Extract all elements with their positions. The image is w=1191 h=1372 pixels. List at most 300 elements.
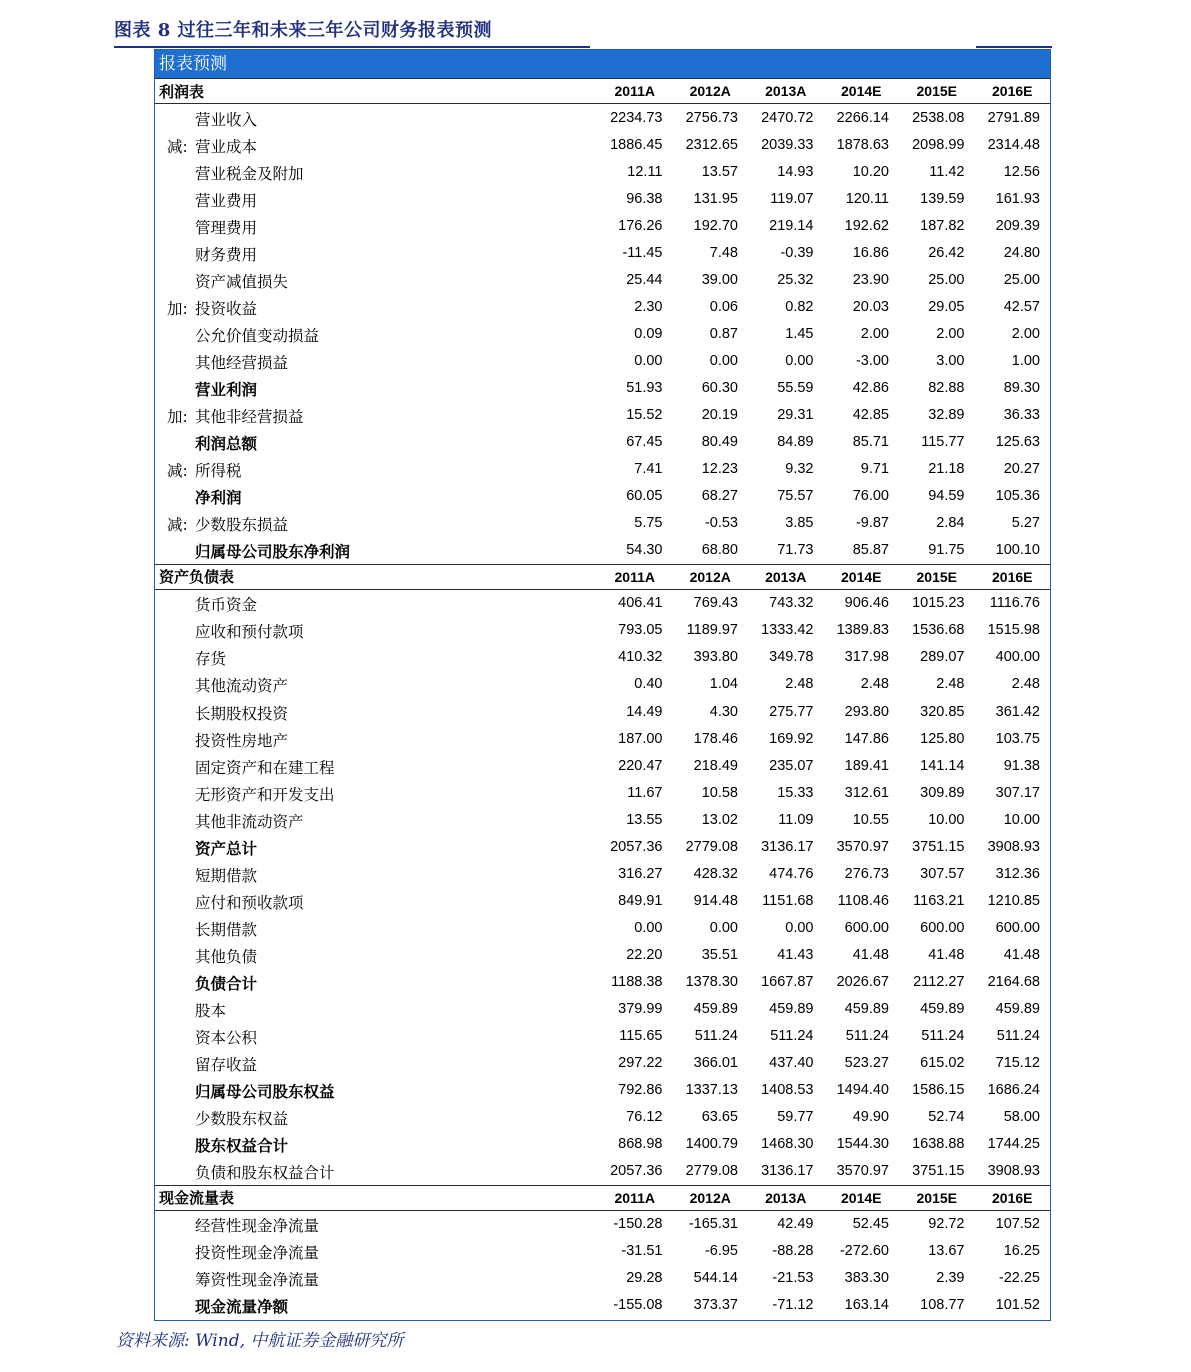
table-row [155,1158,1050,1185]
value-cell: 511.24 [694,1028,738,1045]
row-label: 负债合计 [195,974,258,993]
value-cell: -165.31 [688,1216,738,1233]
table-row [155,968,1050,995]
value-cell: 5.27 [1011,515,1040,532]
row-label: 少数股东损益 [195,516,289,535]
value-cell: 2057.36 [610,838,663,855]
value-cell: 1638.88 [912,1136,965,1153]
value-cell: 1494.40 [836,1082,889,1099]
value-cell: 600.00 [995,919,1040,936]
value-cell: 2.48 [1011,676,1040,693]
section-header [155,1185,1050,1211]
value-cell: 511.24 [770,1028,814,1045]
year-header: 2013A [765,568,807,585]
value-cell: 125.80 [920,730,965,747]
value-cell: 600.00 [844,919,889,936]
value-cell: 169.92 [769,730,814,747]
value-cell: -71.12 [772,1297,814,1314]
section-title: 现金流量表 [159,1189,235,1208]
value-cell: 92.72 [928,1216,965,1233]
value-cell: 178.46 [693,730,738,747]
row-prefix: 减: [167,516,188,535]
value-cell: 0.00 [785,352,814,369]
value-cell: 7.41 [634,461,663,478]
value-cell: 1015.23 [912,595,965,612]
value-cell: 49.90 [852,1109,889,1126]
value-cell: 189.41 [844,757,889,774]
table-row [155,1104,1050,1131]
row-label: 其他非经营损益 [195,408,304,427]
value-cell: 906.46 [844,595,889,612]
value-cell: 0.09 [634,325,663,342]
value-cell: 3751.15 [912,838,965,855]
value-cell: 15.52 [626,407,663,424]
value-cell: 316.27 [618,865,663,882]
value-cell: 1.45 [785,325,814,342]
value-cell: 71.73 [777,542,814,559]
value-cell: 1586.15 [912,1082,965,1099]
value-cell: 68.27 [701,488,738,505]
value-cell: 3.00 [936,352,965,369]
row-label: 负债和股东权益合计 [195,1164,335,1183]
value-cell: 89.30 [1003,379,1040,396]
value-cell: 0.00 [634,919,663,936]
row-label: 存货 [195,650,227,669]
value-cell: 10.58 [701,784,738,801]
row-label: 营业收入 [195,110,258,129]
value-cell: 1378.30 [685,973,738,990]
row-prefix: 加: [167,408,188,427]
value-cell: 41.48 [1003,946,1040,963]
table-row [155,725,1050,752]
value-cell: 0.40 [634,676,663,693]
value-cell: 366.01 [693,1055,738,1072]
table-row [155,860,1050,887]
value-cell: 0.00 [709,919,738,936]
value-cell: 67.45 [626,434,663,451]
row-prefix: 减: [167,137,188,156]
value-cell: 437.40 [769,1055,814,1072]
value-cell: 32.89 [928,407,965,424]
value-cell: 3570.97 [836,838,889,855]
table-row [155,239,1050,266]
value-cell: 1.00 [1011,352,1040,369]
value-cell: 16.86 [852,244,889,261]
value-cell: 115.77 [921,434,965,451]
value-cell: 54.30 [626,542,663,559]
table-row [155,779,1050,806]
value-cell: 12.11 [627,163,663,180]
value-cell: 3908.93 [987,1163,1040,1180]
value-cell: 2.39 [936,1270,965,1287]
value-cell: 379.99 [618,1001,663,1018]
value-cell: 312.36 [995,865,1040,882]
value-cell: 2.84 [936,515,965,532]
value-cell: 3908.93 [987,838,1040,855]
value-cell: 373.37 [693,1297,738,1314]
row-label: 资产减值损失 [195,272,289,291]
value-cell: 96.38 [626,190,663,207]
panel-title: 报表预测 [155,50,1050,78]
value-cell: 91.75 [928,542,965,559]
table-row [155,1050,1050,1077]
value-cell: 769.43 [693,595,738,612]
value-cell: 29.28 [626,1270,663,1287]
value-cell: 715.12 [995,1055,1040,1072]
value-cell: 42.57 [1003,298,1040,315]
value-cell: 2112.27 [913,973,965,990]
row-label: 投资收益 [195,299,258,318]
value-cell: 0.00 [785,919,814,936]
value-cell: 0.82 [785,298,814,315]
value-cell: 84.89 [777,434,814,451]
value-cell: 2791.89 [987,109,1040,126]
value-cell: 107.52 [995,1216,1040,1233]
year-header: 2011A [614,83,655,99]
value-cell: 349.78 [769,649,814,666]
table-row [155,158,1050,185]
value-cell: 119.07 [770,190,814,207]
row-label: 营业税金及附加 [195,164,304,183]
value-cell: 459.89 [693,1001,738,1018]
value-cell: 25.44 [626,271,663,288]
value-cell: 21.18 [928,461,965,478]
value-cell: 10.00 [928,811,965,828]
table-row [155,131,1050,158]
table-body [155,78,1050,1319]
value-cell: 220.47 [618,757,663,774]
table-row [155,1265,1050,1292]
value-cell: -3.00 [855,352,889,369]
value-cell: 42.86 [852,379,889,396]
table-row [155,1077,1050,1104]
value-cell: 120.11 [845,190,889,207]
value-cell: 103.75 [995,730,1040,747]
value-cell: 42.85 [852,407,889,424]
value-cell: 36.33 [1003,407,1040,424]
row-label: 营业费用 [195,191,258,210]
value-cell: 176.26 [618,217,663,234]
table-row [155,374,1050,401]
value-cell: 219.14 [769,217,814,234]
value-cell: 82.88 [928,379,965,396]
table-row [155,1131,1050,1158]
value-cell: 76.12 [626,1109,663,1126]
table-row [155,347,1050,374]
row-label: 资本公积 [195,1029,258,1048]
value-cell: 2164.68 [987,973,1040,990]
value-cell: 1163.21 [913,892,965,909]
value-cell: 7.48 [709,244,738,261]
value-cell: 192.70 [693,217,738,234]
value-cell: 41.48 [852,946,889,963]
row-label: 长期借款 [195,920,258,939]
value-cell: 2039.33 [761,136,814,153]
row-label: 所得税 [195,462,242,481]
value-cell: 100.10 [995,542,1040,559]
value-cell: 4.30 [709,703,738,720]
value-cell: 914.48 [693,892,738,909]
row-label: 无形资产和开发支出 [195,785,335,804]
year-header: 2013A [765,1189,807,1206]
value-cell: -9.87 [855,515,889,532]
value-cell: 615.02 [920,1055,965,1072]
value-cell: 523.27 [844,1055,889,1072]
row-label: 短期借款 [195,866,258,885]
value-cell: 24.80 [1003,244,1040,261]
value-cell: 474.76 [769,865,814,882]
value-cell: 2026.67 [836,973,889,990]
value-cell: 161.93 [995,190,1040,207]
value-cell: 12.23 [701,461,738,478]
year-header: 2012A [689,83,731,99]
table-row [155,671,1050,698]
table-row [155,833,1050,860]
value-cell: 29.31 [777,407,814,424]
value-cell: 3570.97 [836,1163,889,1180]
table-row [155,1023,1050,1050]
row-label: 营业利润 [195,380,258,399]
row-label: 长期股权投资 [195,704,289,723]
value-cell: 0.00 [709,352,738,369]
value-cell: -88.28 [772,1243,814,1260]
value-cell: -155.08 [613,1297,663,1314]
value-cell: 3.85 [785,515,814,532]
row-label: 其他负债 [195,947,258,966]
row-label: 筹资性现金净流量 [195,1271,320,1290]
value-cell: 1744.25 [987,1136,1040,1153]
value-cell: 1108.46 [837,892,889,909]
value-cell: -21.53 [772,1270,814,1287]
table-row [155,698,1050,725]
value-cell: 94.59 [928,488,965,505]
value-cell: 459.89 [995,1001,1040,1018]
value-cell: 1333.42 [761,622,814,639]
value-cell: 1667.87 [761,973,814,990]
value-cell: 20.19 [701,407,738,424]
value-cell: 511.24 [996,1028,1040,1045]
value-cell: 9.71 [860,461,889,478]
value-cell: 22.20 [626,946,663,963]
caption-rule-right [976,46,1052,48]
value-cell: 1151.68 [762,892,814,909]
value-cell: 2.48 [936,676,965,693]
value-cell: 849.91 [618,892,663,909]
value-cell: 793.05 [618,622,663,639]
value-cell: 2.30 [634,298,663,315]
value-cell: 125.63 [995,434,1040,451]
table-row [155,429,1050,456]
year-header: 2015E [916,1189,957,1206]
table-row [155,914,1050,941]
value-cell: 20.27 [1003,461,1040,478]
value-cell: 1389.83 [836,622,889,639]
value-cell: 108.77 [920,1297,965,1314]
value-cell: 3751.15 [912,1163,965,1180]
row-label: 应收和预付款项 [195,623,304,642]
value-cell: 11.42 [929,163,965,180]
table-row [155,185,1050,212]
value-cell: 35.51 [701,946,738,963]
value-cell: 0.00 [634,352,663,369]
value-cell: 163.14 [844,1297,889,1314]
value-cell: 14.49 [626,703,663,720]
section-title: 利润表 [159,82,205,101]
value-cell: 2314.48 [987,136,1040,153]
value-cell: 2234.73 [610,109,663,126]
value-cell: 2312.65 [685,136,738,153]
row-label: 资产总计 [195,839,258,858]
value-cell: 15.33 [777,784,814,801]
row-label: 现金流量净额 [195,1298,289,1317]
value-cell: 320.85 [920,703,965,720]
value-cell: 75.57 [777,488,814,505]
value-cell: 1337.13 [685,1082,738,1099]
figure-caption: 图表 8 过往三年和未来三年公司财务报表预测 [114,20,493,41]
value-cell: 3136.17 [761,838,814,855]
value-cell: 307.17 [995,784,1040,801]
source-note: 资料来源: Wind, 中航证券金融研究所 [116,1331,404,1351]
year-header: 2014E [841,83,882,99]
value-cell: 52.74 [928,1109,965,1126]
value-cell: 2779.08 [685,1163,738,1180]
row-label: 留存收益 [195,1056,258,1075]
value-cell: 141.14 [920,757,965,774]
value-cell: 1515.98 [987,622,1040,639]
value-cell: 1544.30 [836,1136,889,1153]
value-cell: 1468.30 [761,1136,814,1153]
row-label: 其他经营损益 [195,353,289,372]
value-cell: 76.00 [852,488,889,505]
value-cell: 0.87 [709,325,738,342]
value-cell: 10.00 [1003,811,1040,828]
row-label: 归属母公司股东净利润 [195,543,351,562]
value-cell: 85.87 [852,542,889,559]
value-cell: 12.56 [1003,163,1040,180]
value-cell: 2098.99 [912,136,965,153]
row-label: 货币资金 [195,596,258,615]
row-label: 投资性房地产 [195,731,289,750]
section-header [155,564,1050,590]
value-cell: 11.09 [778,811,814,828]
value-cell: 406.41 [618,595,663,612]
row-label: 应付和预收款项 [195,893,304,912]
table-row [155,104,1050,131]
value-cell: 600.00 [920,919,965,936]
row-label: 净利润 [195,489,242,508]
caption-rule-left [114,46,590,48]
table-row [155,1292,1050,1319]
value-cell: 39.00 [701,271,738,288]
value-cell: 459.89 [920,1001,965,1018]
value-cell: 5.75 [634,515,663,532]
value-cell: -0.39 [780,244,814,261]
row-label: 其他非流动资产 [195,812,304,831]
value-cell: 459.89 [844,1001,889,1018]
table-row [155,996,1050,1023]
value-cell: 511.24 [921,1028,965,1045]
value-cell: 1400.79 [685,1136,738,1153]
forecast-table [154,49,1051,1321]
value-cell: 276.73 [844,865,889,882]
value-cell: 428.32 [693,865,738,882]
value-cell: 792.86 [618,1082,663,1099]
row-label: 财务费用 [195,245,258,264]
table-row [155,644,1050,671]
value-cell: 2.48 [785,676,814,693]
value-cell: 393.80 [693,649,738,666]
value-cell: 187.82 [920,217,965,234]
value-cell: 400.00 [995,649,1040,666]
table-row [155,806,1050,833]
value-cell: 235.07 [769,757,814,774]
value-cell: 105.36 [995,488,1040,505]
value-cell: 312.61 [844,784,889,801]
value-cell: 52.45 [852,1216,889,1233]
value-cell: 131.95 [693,190,738,207]
value-cell: 511.24 [845,1028,889,1045]
row-label: 少数股东权益 [195,1110,289,1129]
value-cell: 2057.36 [610,1163,663,1180]
value-cell: -272.60 [839,1243,889,1260]
table-row [155,402,1050,429]
value-cell: -150.28 [613,1216,663,1233]
value-cell: 2538.08 [912,109,965,126]
value-cell: 10.55 [852,811,889,828]
value-cell: 41.48 [928,946,965,963]
value-cell: 10.20 [852,163,889,180]
value-cell: 209.39 [995,217,1040,234]
table-row [155,1211,1050,1238]
value-cell: 289.07 [920,649,965,666]
value-cell: 1.04 [709,676,738,693]
year-header: 2014E [841,1189,882,1206]
value-cell: -0.53 [704,515,738,532]
value-cell: 2.00 [860,325,889,342]
value-cell: 743.32 [769,595,814,612]
value-cell: 51.93 [626,379,663,396]
value-cell: 459.89 [769,1001,814,1018]
row-label: 投资性现金净流量 [195,1244,320,1263]
value-cell: 115.65 [619,1028,663,1045]
value-cell: 59.77 [777,1109,814,1126]
year-header: 2011A [614,568,655,585]
row-label: 固定资产和在建工程 [195,758,335,777]
value-cell: 383.30 [844,1270,889,1287]
row-label: 其他流动资产 [195,677,289,696]
table-row [155,1238,1050,1265]
row-label: 营业成本 [195,137,258,156]
value-cell: 41.43 [777,946,814,963]
table-row [155,266,1050,293]
value-cell: 293.80 [844,703,889,720]
value-cell: 55.59 [777,379,814,396]
value-cell: 42.49 [777,1216,814,1233]
value-cell: 16.25 [1003,1243,1040,1260]
value-cell: 11.67 [627,784,663,801]
value-cell: 80.49 [701,434,738,451]
value-cell: 1536.68 [912,622,965,639]
value-cell: 0.06 [709,298,738,315]
value-cell: 60.30 [701,379,738,396]
year-header: 2011A [614,1189,655,1206]
value-cell: 139.59 [920,190,965,207]
table-row [155,617,1050,644]
value-cell: 13.55 [626,811,663,828]
year-header: 2012A [689,1189,731,1206]
value-cell: 26.42 [928,244,965,261]
value-cell: 218.49 [693,757,738,774]
